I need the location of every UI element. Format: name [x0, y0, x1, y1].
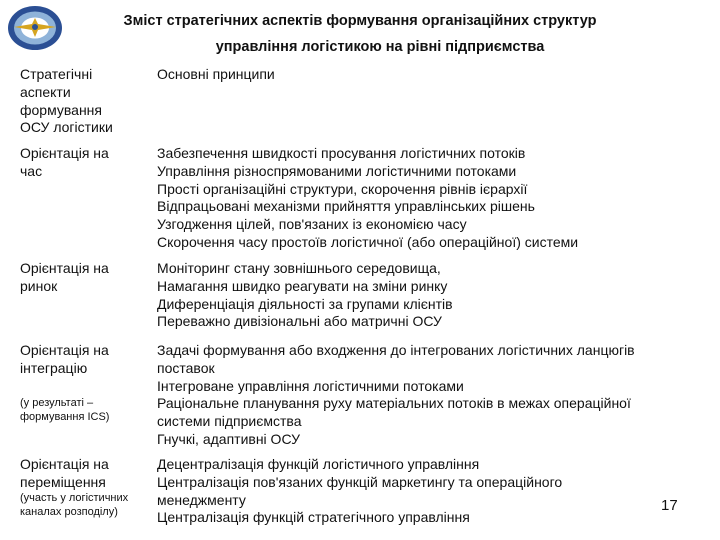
row-movement-aspect: Орієнтація на переміщення — [20, 456, 109, 490]
header-aspects: Стратегічні аспекти формування ОСУ логістики — [20, 66, 113, 136]
row-market-aspect: Орієнтація на ринок — [20, 260, 109, 294]
row-market-principles: Моніторинг стану зовнішнього середовища, Намагання швидко реагувати на зміни ринку Диференціація діяльності за групами клієнтів Переважно дивізіональні або матричні ОСУ — [157, 260, 453, 330]
row-integration-principles: Задачі формування або входження до інтегрованих логістичних ланцюгів поставок Інтегроване управління логістичними потоками Раціональне планування руху матеріальних потоків в межах операційної системи підприємства Гнучкі, адаптивні ОСУ — [157, 342, 635, 447]
row-movement-note: (участь у логістичних каналах розподілу) — [20, 492, 129, 518]
row-time-principles: Забезпечення швидкості просування логістичних потоків Управління різноспрямованими логістичними потоками Прості організаційні структури, скорочення рівнів ієрархії Відпрацьовані механізми прийняття управлінських рішень Узгодження цілей, пов'язаних із економією часу Скорочення часу простоїв логістичної (або операційної) системи — [157, 145, 579, 250]
page-number: 17 — [661, 497, 678, 514]
university-logo-icon — [6, 4, 64, 52]
page-title-line-1: Зміст стратегічних аспектів формування організаційних структур — [123, 13, 597, 29]
header-principles: Основні принципи — [157, 66, 275, 82]
row-integration-aspect: Орієнтація на інтеграцію — [20, 342, 109, 376]
page-title-line-2: управління логістикою на рівні підприємства — [215, 39, 545, 55]
row-integration-note: (у результаті – формування ICS) — [20, 397, 110, 423]
row-movement-principles: Децентралізація функцій логістичного управління Централізація пов'язаних функцій маркетингу та операційного менеджменту Централізація функцій стратегічного управління — [157, 456, 563, 526]
row-time-aspect: Орієнтація на час — [20, 145, 109, 179]
